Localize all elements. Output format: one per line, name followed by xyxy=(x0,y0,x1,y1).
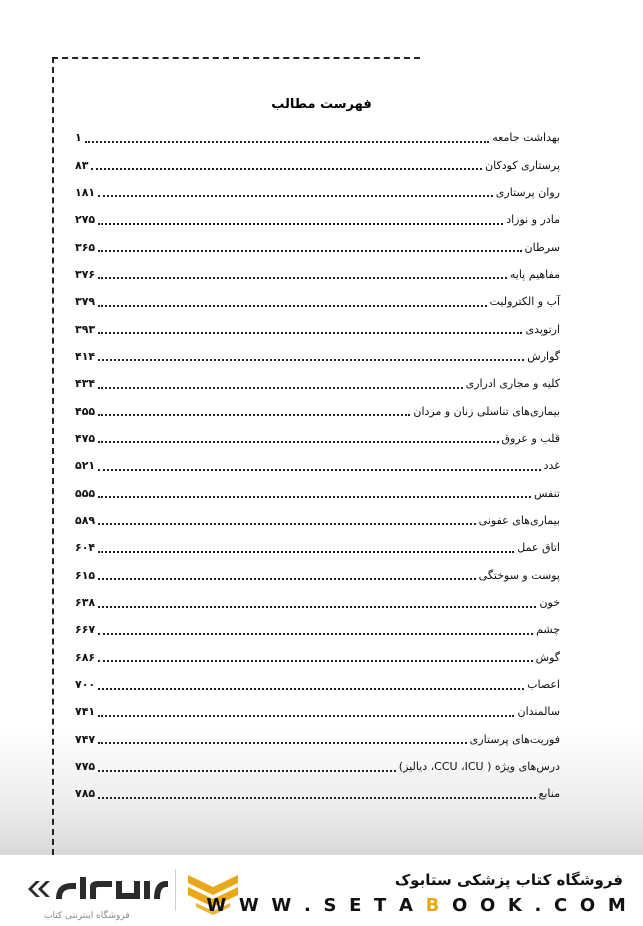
toc-entry-label: ارتوپدی xyxy=(525,322,560,336)
toc-entry xyxy=(75,726,560,753)
toc-entry-label: سرطان xyxy=(524,240,560,254)
toc-entry-label: اتاق عمل xyxy=(517,541,560,555)
toc-entry xyxy=(75,233,560,260)
dashed-border-top xyxy=(52,57,420,59)
toc-dot-leader xyxy=(98,598,536,608)
dashed-border-left xyxy=(52,57,54,855)
store-footer-banner xyxy=(0,855,643,926)
toc-entry-label: قلب و عروق xyxy=(501,431,560,445)
toc-dot-leader xyxy=(85,133,490,143)
toc-entry-label: تنفس xyxy=(534,486,560,500)
toc-dot-leader xyxy=(98,215,503,225)
toc-entry-label: مادر و نوزاد xyxy=(506,213,560,227)
toc-entry-page-number: ۶۶۷ xyxy=(75,623,96,637)
toc-entry-page-number: ۷۰۰ xyxy=(75,678,96,692)
toc-entry xyxy=(75,124,560,151)
toc-entry-page-number: ۵۲۱ xyxy=(75,459,96,473)
toc-entry-page-number: ۸۳ xyxy=(75,158,89,172)
toc-dot-leader xyxy=(98,297,486,307)
toc-dot-leader xyxy=(98,515,476,525)
toc-entry-page-number: ۱۸۱ xyxy=(75,185,96,199)
toc-entry xyxy=(75,206,560,233)
toc-dot-leader xyxy=(98,570,476,580)
toc-dot-leader xyxy=(98,351,524,361)
toc-entry-label: گوش xyxy=(535,650,560,664)
toc-entry-page-number: ۳۷۶ xyxy=(75,267,96,281)
toc-entry xyxy=(75,698,560,725)
toc-dot-leader xyxy=(98,324,522,334)
toc-entry-page-number: ۳۷۹ xyxy=(75,295,96,309)
table-of-contents xyxy=(75,124,560,808)
toc-entry-page-number: ۳۶۵ xyxy=(75,240,96,254)
toc-dot-leader xyxy=(98,433,498,443)
toc-entry xyxy=(75,507,560,534)
toc-entry-page-number: ۲۷۵ xyxy=(75,213,96,227)
toc-entry-label: اعصاب xyxy=(527,678,560,692)
toc-dot-leader xyxy=(98,461,540,471)
toc-entry-label: مفاهیم پایه xyxy=(509,267,560,281)
toc-entry-page-number: ۴۱۴ xyxy=(75,349,96,363)
url-accent-letter: B xyxy=(425,895,443,916)
toc-entry-label: سالمندان xyxy=(517,705,560,719)
toc-entry-page-number: ۶۳۸ xyxy=(75,596,96,610)
toc-entry xyxy=(75,479,560,506)
toc-dot-leader xyxy=(91,160,482,170)
toc-entry xyxy=(75,780,560,807)
toc-entry xyxy=(75,534,560,561)
toc-dot-leader xyxy=(98,707,514,717)
toc-entry-label: خون xyxy=(539,596,560,610)
toc-entry-label: بیماری‌های تناسلی زنان و مردان xyxy=(413,404,560,418)
toc-entry xyxy=(75,452,560,479)
store-name: فروشگاه کتاب پزشکی ستابوک xyxy=(394,871,623,889)
toc-dot-leader xyxy=(98,269,507,279)
logo-subtitle: فروشگاه اینترنتی کتاب xyxy=(44,911,130,921)
toc-dot-leader xyxy=(98,652,532,662)
toc-entry-label: پرستاری کودکان xyxy=(485,158,560,172)
toc-entry xyxy=(75,589,560,616)
toc-entry-page-number: ۵۸۹ xyxy=(75,513,96,527)
logo-divider xyxy=(175,869,176,911)
toc-entry-page-number: ۴۳۴ xyxy=(75,377,96,391)
toc-entry-page-number: ۱ xyxy=(75,131,82,145)
toc-dot-leader xyxy=(98,789,535,799)
url-suffix: O O K . C O M xyxy=(442,895,629,916)
toc-dot-leader xyxy=(98,242,521,252)
toc-dot-leader xyxy=(98,543,514,553)
toc-dot-leader xyxy=(98,488,531,498)
toc-entry-page-number: ۶۰۴ xyxy=(75,541,96,555)
toc-entry-page-number: ۷۴۷ xyxy=(75,732,96,746)
toc-entry-page-number: ۳۹۳ xyxy=(75,322,96,336)
toc-entry-page-number: ۷۸۵ xyxy=(75,787,96,801)
toc-entry-page-number: ۴۵۵ xyxy=(75,404,96,418)
toc-dot-leader xyxy=(98,680,524,690)
url-prefix: W W W . S E T A xyxy=(206,895,426,916)
toc-entry-page-number: ۵۵۵ xyxy=(75,486,96,500)
toc-entry-label: روان پرستاری xyxy=(495,185,560,199)
toc-dot-leader xyxy=(98,406,410,416)
toc-entry xyxy=(75,315,560,342)
toc-entry xyxy=(75,179,560,206)
toc-entry-label: چشم xyxy=(536,623,560,637)
toc-entry xyxy=(75,397,560,424)
toc-entry-label: منابع xyxy=(538,787,560,801)
toc-entry-label: درس‌های ویژه ( CCU ،ICU، دیالیز) xyxy=(398,760,560,774)
toc-entry-label: کلیه و مجاری ادراری xyxy=(465,377,560,391)
toc-dot-leader xyxy=(98,762,396,772)
store-url[interactable] xyxy=(206,895,629,916)
toc-entry-page-number: ۶۱۵ xyxy=(75,568,96,582)
toc-entry xyxy=(75,288,560,315)
toc-entry-page-number: ۷۴۱ xyxy=(75,705,96,719)
toc-entry-label: بهداشت جامعه xyxy=(492,131,560,145)
toc-entry-page-number: ۷۷۵ xyxy=(75,760,96,774)
toc-dot-leader xyxy=(98,625,533,635)
toc-dot-leader xyxy=(98,187,493,197)
toc-entry xyxy=(75,616,560,643)
toc-entry xyxy=(75,671,560,698)
toc-entry-label: بیماری‌های عفونی xyxy=(478,513,560,527)
toc-entry xyxy=(75,562,560,589)
toc-entry-label: پوست و سوختگی xyxy=(478,568,560,582)
toc-entry-page-number: ۴۷۵ xyxy=(75,431,96,445)
toc-entry-page-number: ۶۸۶ xyxy=(75,650,96,664)
setabook-logo xyxy=(22,869,172,917)
toc-entry-label: گوارش xyxy=(527,349,560,363)
toc-entry xyxy=(75,644,560,671)
toc-entry xyxy=(75,753,560,780)
toc-entry xyxy=(75,261,560,288)
toc-entry-label: آب و الکترولیت xyxy=(489,295,560,309)
toc-entry-label: فوریت‌های پرستاری xyxy=(469,732,560,746)
toc-entry xyxy=(75,425,560,452)
toc-entry xyxy=(75,343,560,370)
toc-title: فهرست مطالب xyxy=(271,97,372,112)
toc-entry xyxy=(75,151,560,178)
toc-entry xyxy=(75,370,560,397)
toc-dot-leader xyxy=(98,734,467,744)
toc-dot-leader xyxy=(98,379,462,389)
toc-entry-label: غدد xyxy=(543,459,560,473)
